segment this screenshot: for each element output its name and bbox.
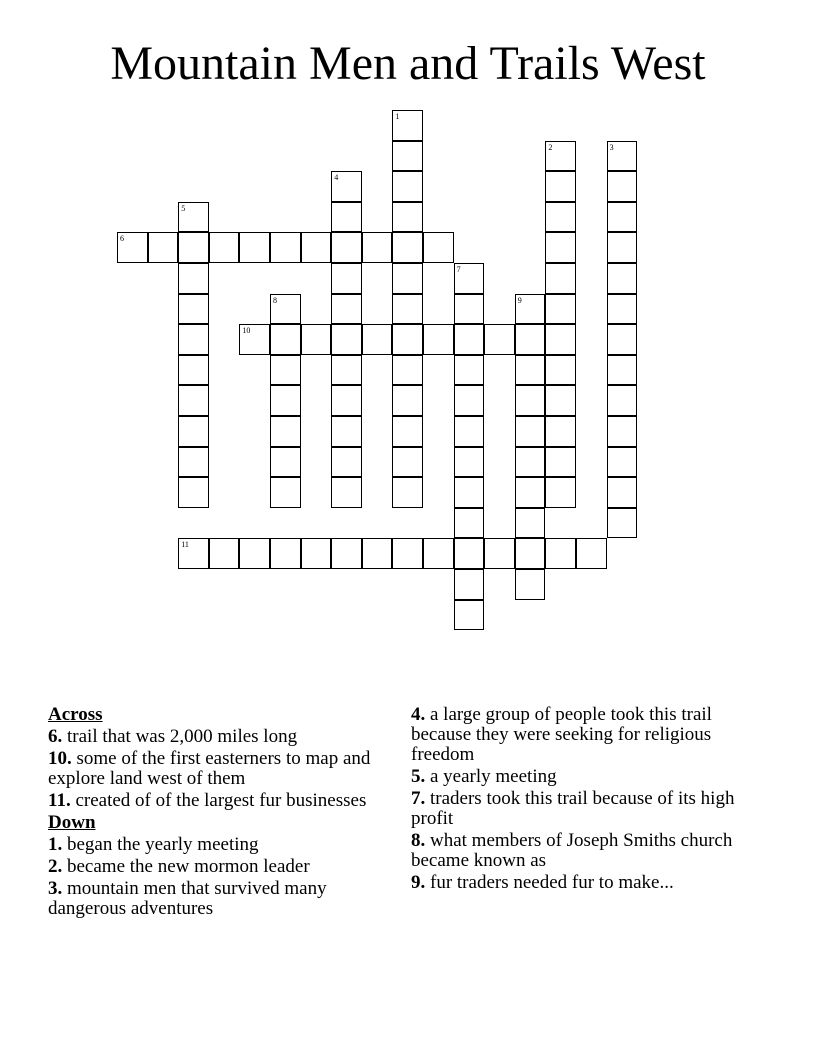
grid-cell[interactable]	[178, 416, 209, 447]
grid-cell[interactable]	[545, 294, 576, 325]
grid-cell[interactable]	[607, 324, 638, 355]
clue-down-8: 8. what members of Joseph Smiths church became known as	[411, 830, 733, 871]
clue-down-4: 4. a large group of people took this trail because they were seeking for religious freedom	[411, 704, 712, 765]
grid-cell[interactable]	[423, 538, 454, 569]
grid-cell[interactable]	[209, 538, 240, 569]
grid-cell[interactable]	[301, 538, 332, 569]
grid-cell[interactable]	[331, 202, 362, 233]
grid-cell[interactable]	[515, 508, 546, 539]
grid-cell[interactable]	[239, 538, 270, 569]
grid-cell[interactable]	[454, 355, 485, 386]
grid-cell[interactable]	[270, 447, 301, 478]
clue-number: 7	[456, 265, 461, 274]
clue-number: 6	[120, 234, 124, 244]
grid-cell[interactable]	[270, 324, 301, 355]
grid-cell[interactable]	[362, 538, 393, 569]
clue-number: 5	[181, 203, 186, 213]
grid-cell[interactable]	[270, 294, 301, 325]
grid-cell[interactable]	[515, 294, 546, 325]
grid-cell[interactable]	[392, 294, 423, 325]
grid-cell[interactable]	[209, 232, 240, 263]
grid-cell[interactable]	[545, 202, 576, 233]
grid-cell[interactable]	[178, 477, 209, 508]
page-title: Mountain Men and Trails West	[110, 37, 706, 90]
grid-cell[interactable]	[515, 447, 546, 478]
grid-cell[interactable]	[301, 232, 332, 263]
grid-cell[interactable]	[331, 477, 362, 508]
grid-cell[interactable]	[392, 447, 423, 478]
clue-down-2: 2. became the new mormon leader	[48, 856, 310, 877]
grid-cell[interactable]	[454, 385, 485, 416]
clue-across-11: 11. created of of the largest fur businesses	[48, 790, 367, 811]
grid-cell[interactable]	[515, 477, 546, 508]
grid-cell[interactable]	[362, 324, 393, 355]
grid-cell[interactable]	[331, 447, 362, 478]
grid-cell[interactable]	[454, 569, 485, 600]
grid-cell[interactable]	[607, 171, 638, 202]
grid-cell[interactable]	[515, 569, 546, 600]
clue-number: 8	[273, 295, 277, 305]
grid-cell[interactable]	[331, 538, 362, 569]
grid-cell[interactable]	[607, 447, 638, 478]
grid-cell[interactable]	[545, 477, 576, 508]
grid-cell[interactable]	[392, 355, 423, 386]
grid-cell[interactable]	[423, 232, 454, 263]
grid-cell[interactable]	[270, 416, 301, 447]
grid-cell[interactable]	[178, 202, 209, 233]
grid-cell[interactable]	[331, 355, 362, 386]
clue-down-5: 5. a yearly meeting	[411, 766, 557, 787]
grid-cell[interactable]	[607, 355, 638, 386]
grid-cell[interactable]	[392, 202, 423, 233]
grid-cell[interactable]	[454, 477, 485, 508]
grid-cell[interactable]	[392, 385, 423, 416]
down-heading: Down	[48, 812, 96, 833]
grid-cell[interactable]	[392, 324, 423, 355]
grid-cell[interactable]	[239, 232, 270, 263]
grid-cell[interactable]	[392, 110, 423, 141]
grid-cell[interactable]	[270, 355, 301, 386]
grid-cell[interactable]	[392, 141, 423, 172]
clue-across-10: 10. some of the first easterners to map and explore land west of them	[48, 748, 371, 789]
clue-number: 1	[395, 112, 400, 121]
grid-cell[interactable]	[331, 294, 362, 325]
grid-cell[interactable]	[454, 416, 485, 447]
grid-cell[interactable]	[270, 385, 301, 416]
clue-number: 9	[517, 295, 522, 305]
grid-cell[interactable]	[515, 538, 546, 569]
grid-cell[interactable]	[545, 355, 576, 386]
clue-number: 4	[334, 173, 339, 183]
grid-cell[interactable]	[545, 385, 576, 416]
grid-cell[interactable]	[178, 263, 209, 294]
grid-cell[interactable]	[331, 416, 362, 447]
grid-cell[interactable]	[331, 385, 362, 416]
clues-column-right	[411, 703, 756, 893]
grid-cell[interactable]	[454, 263, 485, 294]
grid-cell[interactable]	[301, 324, 332, 355]
grid-cell[interactable]	[392, 171, 423, 202]
grid-cell[interactable]	[331, 324, 362, 355]
clue-number: 11	[181, 540, 189, 550]
grid-cell[interactable]	[515, 416, 546, 447]
grid-cell[interactable]	[331, 171, 362, 202]
clues-column-left	[48, 703, 393, 919]
grid-cell[interactable]	[178, 294, 209, 325]
clue-number: 10	[242, 326, 251, 336]
grid-cell[interactable]	[270, 538, 301, 569]
grid-cell[interactable]	[270, 477, 301, 508]
clue-down-3: 3. mountain men that survived many dangerous adventures	[48, 878, 327, 919]
grid-cell[interactable]	[607, 477, 638, 508]
clue-number: 3	[609, 142, 614, 152]
grid-cell[interactable]	[178, 324, 209, 355]
grid-cell[interactable]	[178, 385, 209, 416]
grid-cell[interactable]	[545, 141, 576, 172]
grid-cell[interactable]	[607, 294, 638, 325]
grid-cell[interactable]	[454, 324, 485, 355]
grid-cell[interactable]	[270, 232, 301, 263]
grid-cell[interactable]	[515, 324, 546, 355]
across-heading: Across	[48, 704, 103, 725]
grid-cell[interactable]	[607, 141, 638, 172]
clue-down-1: 1. began the yearly meeting	[48, 834, 259, 855]
clue-number: 2	[548, 142, 553, 152]
grid-cell[interactable]	[545, 171, 576, 202]
grid-cell[interactable]	[454, 600, 485, 631]
grid-cell[interactable]	[178, 538, 209, 569]
grid-cell[interactable]	[607, 508, 638, 539]
grid-cell[interactable]	[392, 416, 423, 447]
grid-cell[interactable]	[148, 232, 179, 263]
grid-cell[interactable]	[607, 385, 638, 416]
grid-cell[interactable]	[178, 447, 209, 478]
grid-cell[interactable]	[545, 263, 576, 294]
grid-cell[interactable]	[454, 447, 485, 478]
grid-cell[interactable]	[607, 416, 638, 447]
grid-cell[interactable]	[423, 324, 454, 355]
grid-cell[interactable]	[331, 263, 362, 294]
grid-cell[interactable]	[576, 538, 607, 569]
grid-cell[interactable]	[454, 508, 485, 539]
grid-cell[interactable]	[178, 355, 209, 386]
grid-cell[interactable]	[362, 232, 393, 263]
grid-cell[interactable]	[392, 263, 423, 294]
grid-cell[interactable]	[239, 324, 270, 355]
clue-across-6: 6. trail that was 2,000 miles long	[48, 726, 298, 747]
grid-cell[interactable]	[545, 538, 576, 569]
grid-cell[interactable]	[454, 538, 485, 569]
grid-cell[interactable]	[607, 202, 638, 233]
grid-cell[interactable]	[392, 232, 423, 263]
grid-cell[interactable]	[515, 385, 546, 416]
grid-cell[interactable]	[392, 538, 423, 569]
grid-cell[interactable]	[331, 232, 362, 263]
grid-cell[interactable]	[607, 263, 638, 294]
clue-down-9: 9. fur traders needed fur to make...	[411, 872, 674, 893]
grid-cell[interactable]	[545, 447, 576, 478]
grid-cell[interactable]	[545, 324, 576, 355]
clue-down-7: 7. traders took this trail because of its high profit	[411, 788, 735, 829]
grid-cell[interactable]	[484, 324, 515, 355]
grid-cell[interactable]	[454, 294, 485, 325]
grid-cell[interactable]	[392, 477, 423, 508]
grid-cell[interactable]	[545, 232, 576, 263]
grid-cell[interactable]	[178, 232, 209, 263]
grid-cell[interactable]	[545, 416, 576, 447]
grid-cell[interactable]	[515, 355, 546, 386]
grid-cell[interactable]	[117, 232, 148, 263]
grid-cell[interactable]	[607, 232, 638, 263]
grid-cell[interactable]	[484, 538, 515, 569]
